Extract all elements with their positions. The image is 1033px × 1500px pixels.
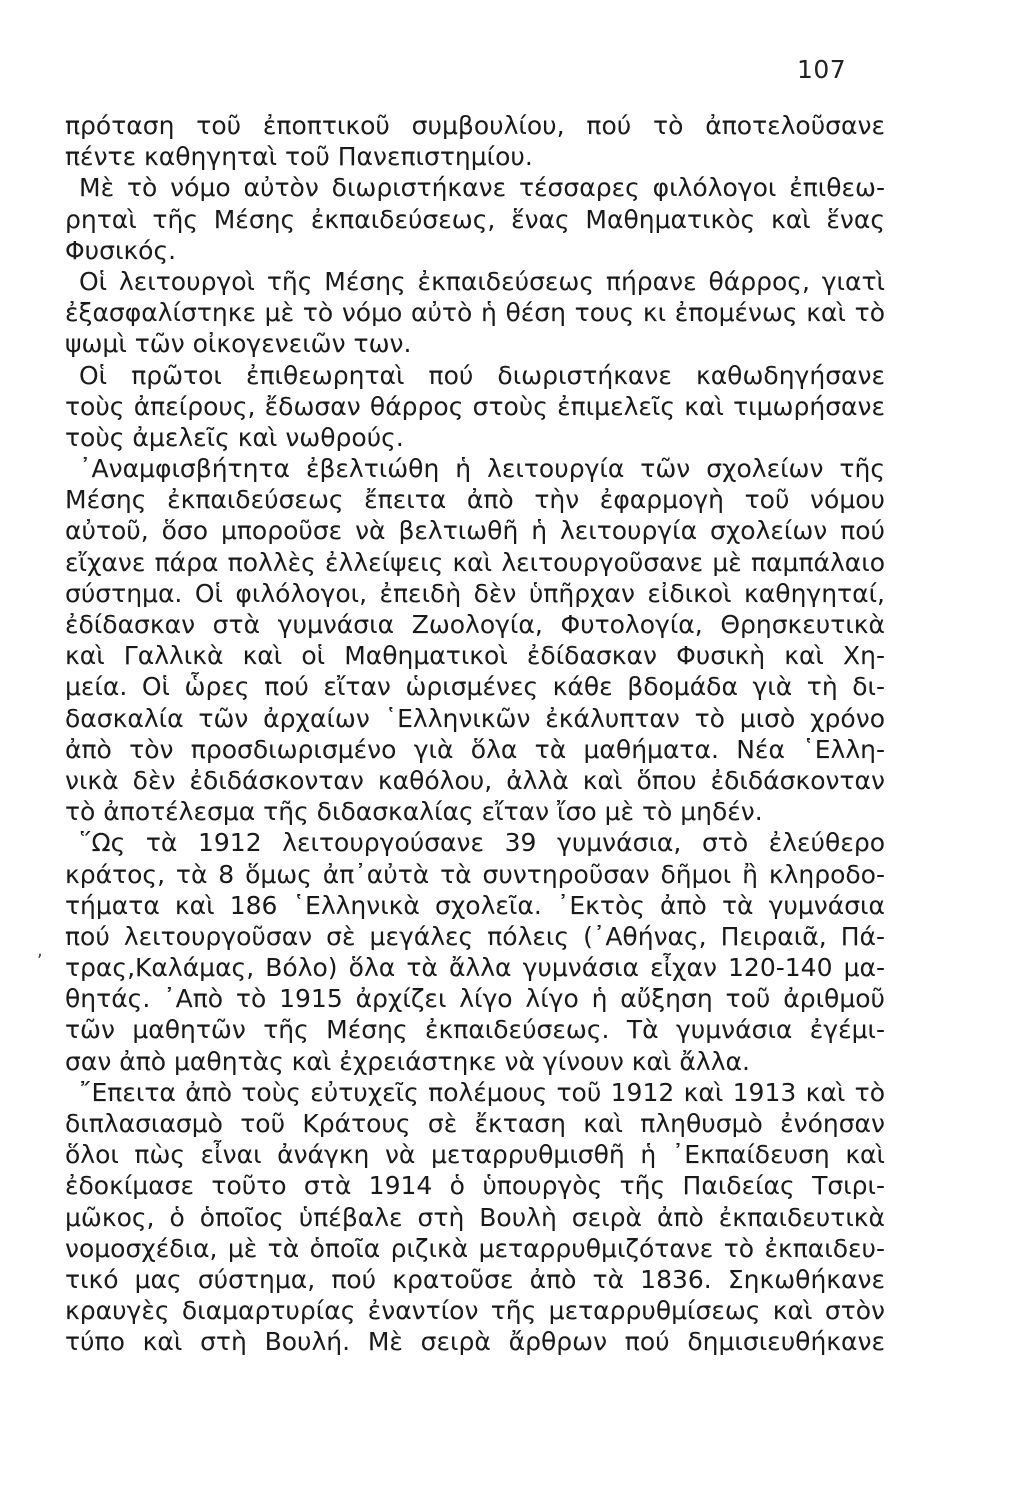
text-line: πρόταση τοῦ ἐποπτικοῦ συμβουλίου, πού τὸ ἀποτελοῦσανε	[65, 111, 885, 140]
text-line: ἐδίδασκαν στὰ γυμνάσια Ζωολογία, Φυτολογία, Θρησκευτικὰ	[65, 610, 885, 639]
text-line: ἀπὸ τὸν προσδιωρισμένο γιὰ ὅλα τὰ μαθήματα. Νέα ῾Ελλη-	[65, 734, 885, 764]
text-line: ῞Ως τὰ 1912 λειτουργούσανε 39 γυμνάσια, στὸ ἐλεύθερο	[79, 828, 885, 858]
text-line: πέντε καθηγηταὶ τοῦ Πανεπιστημίου.	[65, 142, 533, 172]
text-line: τύπο καὶ στὴ Βουλή. Μὲ σειρὰ ἄρθρων πού δημισιευθήκανε	[65, 1327, 885, 1357]
text-line: μῶκος, ὁ ὁποῖος ὑπέβαλε στὴ Βουλὴ σειρὰ ἀπὸ ἐκπαιδευτικὰ	[65, 1202, 885, 1232]
text-line: διπλασιασμὸ τοῦ Κράτους σὲ ἔκταση καὶ πληθυσμὸ ἐνόησαν	[65, 1109, 885, 1138]
text-line: εἴχανε πάρα πολλὲς ἐλλείψεις καὶ λειτουργοῦσανε μὲ παμπάλαιο	[65, 547, 885, 577]
text-line: ᾿Αναμφισβήτητα ἐβελτιώθη ἡ λειτουργία τῶν σχολείων τῆς	[79, 454, 885, 484]
text-line: ρηταὶ τῆς Μέσης ἐκπαιδεύσεως, ἕνας Μαθηματικὸς καὶ ἕνας	[65, 204, 885, 234]
text-line: μεία. Οἱ ὧρες πού εἴταν ὡρισμένες κάθε βδομάδα γιὰ τὴ δι-	[65, 672, 885, 702]
text-line: Οἱ πρῶτοι ἐπιθεωρηταὶ πού διωριστήκανε καθωδηγήσανε	[79, 360, 885, 390]
text-line: τρας,Καλάμας, Βόλο) ὅλα τὰ ἄλλα γυμνάσια εἶχαν 120-140 μα-	[65, 953, 885, 983]
text-line: ἐδοκίμασε τοῦτο στὰ 1914 ὁ ὑπουργὸς τῆς Παιδείας Τσιρι-	[65, 1171, 885, 1201]
text-line: Φυσικός.	[65, 235, 177, 265]
text-line: Μὲ τὸ νόμο αὐτὸν διωριστήκανε τέσσαρες φιλόλογοι ἐπιθεω-	[79, 173, 885, 203]
text-line: νικὰ δὲν ἐδιδάσκονταν καθόλου, ἀλλὰ καὶ ὅπου ἐδιδάσκονταν	[65, 765, 885, 795]
text-line: Οἱ λειτουργοὶ τῆς Μέσης ἐκπαιδεύσεως πήρανε θάρρος, γιατὶ	[79, 266, 885, 296]
text-line: τὸ ἀποτέλεσμα τῆς διδασκαλίας εἴταν ἴσο μὲ τὸ μηδέν.	[65, 797, 763, 827]
text-line: ψωμὶ τῶν οἰκογενειῶν των.	[65, 329, 412, 359]
text-line: θητάς. ᾿Απὸ τὸ 1915 ἀρχίζει λίγο λίγο ἡ αὔξηση τοῦ ἀριθμοῦ	[65, 984, 885, 1014]
body-text	[65, 110, 885, 1358]
text-line: Μέσης ἐκπαιδεύσεως ἔπειτα ἀπὸ τὴν ἐφαρμογὴ τοῦ νόμου	[65, 485, 885, 515]
text-line: αὐτοῦ, ὅσο μποροῦσε νὰ βελτιωθῆ ἡ λειτουργία σχολείων πού	[65, 516, 885, 546]
text-line: τήματα καὶ 186 ῾Ελληνικὰ σχολεῖα. ᾿Εκτὸς ἀπὸ τὰ γυμνάσια	[65, 890, 885, 920]
text-line: τῶν μαθητῶν τῆς Μέσης ἐκπαιδεύσεως. Τὰ γυμνάσια ἐγέμι-	[65, 1015, 885, 1045]
text-line: καὶ Γαλλικὰ καὶ οἱ Μαθηματικοὶ ἐδίδασκαν Φυσικὴ καὶ Χη-	[65, 641, 885, 671]
text-line: πού λειτουργοῦσαν σὲ μεγάλες πόλεις (᾿Αθήνας, Πειραιᾶ, Πά-	[65, 921, 885, 951]
text-line: σαν ἀπὸ μαθητὰς καὶ ἐχρειάστηκε νὰ γίνουν καὶ ἄλλα.	[65, 1046, 750, 1076]
text-line: ῎Επειτα ἀπὸ τοὺς εὐτυχεῖς πολέμους τοῦ 1912 καὶ 1913 καὶ τὸ	[79, 1077, 885, 1107]
text-line: τοὺς ἀπείρους, ἔδωσαν θάρρος στοὺς ἐπιμελεῖς καὶ τιμωρήσανε	[65, 391, 885, 421]
page-number: 107	[797, 55, 847, 84]
margin-mark: ,	[37, 940, 43, 961]
text-line: νομοσχέδια, μὲ τὰ ὁποῖα ριζικὰ μεταρρυθμιζότανε τὸ ἐκπαιδευ-	[65, 1233, 885, 1263]
text-line: κραυγὲς διαμαρτυρίας ἐναντίον τῆς μεταρρυθμίσεως καὶ στὸν	[65, 1296, 885, 1326]
text-line: δασκαλία τῶν ἀρχαίων ῾Ελληνικῶν ἐκάλυπταν τὸ μισὸ χρόνο	[65, 703, 885, 733]
text-line: σύστημα. Οἱ φιλόλογοι, ἐπειδὴ δὲν ὑπῆρχαν εἰδικοὶ καθηγηταί,	[65, 578, 885, 608]
text-line: ἐξασφαλίστηκε μὲ τὸ νόμο αὐτὸ ἡ θέση τους κι ἐπομένως καὶ τὸ	[65, 298, 885, 328]
text-line: τοὺς ἀμελεῖς καὶ νωθρούς.	[65, 422, 404, 452]
text-line: κράτος, τὰ 8 ὅμως ἀπ᾿αὐτὰ τὰ συντηροῦσαν δῆμοι ἢ κληροδο-	[65, 859, 885, 889]
text-line: τικό μας σύστημα, πού κρατοῦσε ἀπὸ τὰ 1836. Σηκωθήκανε	[65, 1264, 885, 1294]
text-line: ὅλοι πὼς εἶναι ἀνάγκη νὰ μεταρρυθμισθῆ ἡ ᾿Εκπαίδευση καὶ	[65, 1140, 885, 1170]
